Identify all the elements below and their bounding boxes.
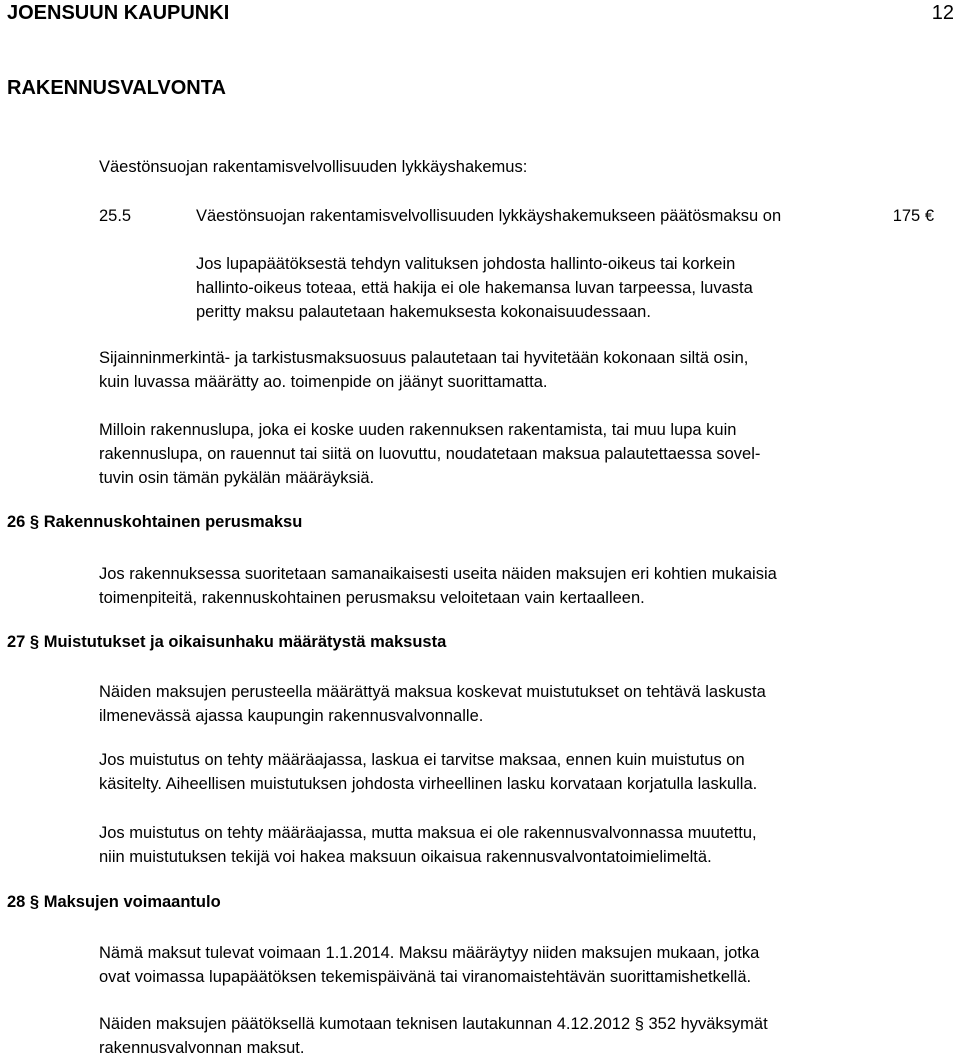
organization-header: JOENSUUN KAUPUNKI xyxy=(7,2,230,24)
section-heading-28: 28 § Maksujen voimaantulo xyxy=(7,893,221,911)
paragraph-lapsed-permit: Milloin rakennuslupa, joka ei koske uuden rakennuksen rakentamista, tai muu lupa kuin rakennuslupa, on rauennut tai siitä on luovuttu, noudatetaan maksua palautettaessa sovel- tuvin osin tämän pykälän määräyksiä. xyxy=(99,421,761,487)
department-title: RAKENNUSVALVONTA xyxy=(7,77,226,99)
paragraph-repeal: Näiden maksujen päätöksellä kumotaan teknisen lautakunnan 4.12.2012 § 352 hyväksymät rakennusvalvonnan maksut. xyxy=(99,1015,768,1057)
paragraph-complaint-timely: Jos muistutus on tehty määräajassa, laskua ei tarvitse maksaa, ennen kuin muistutus on käsitelty. Aiheellisen muistutuksen johdosta virheellinen lasku korvataan korjatulla laskulla. xyxy=(99,751,758,793)
section-heading-26: 26 § Rakennuskohtainen perusmaksu xyxy=(7,513,303,531)
paragraph-rectification: Jos muistutus on tehty määräajassa, mutta maksua ei ole rakennusvalvonnassa muutettu, niin muistutuksen tekijä voi hakea maksuun oikaisua rakennusvalvontatoimielimeltä. xyxy=(99,824,757,866)
paragraph-complaints: Näiden maksujen perusteella määrättyä maksua koskevat muistutukset on tehtävä laskusta ilmenevässä ajassa kaupungin rakennusvalvonnalle. xyxy=(99,683,766,725)
page-number: 12 xyxy=(931,2,954,24)
subheading: Väestönsuojan rakentamisvelvollisuuden lykkäyshakemus: xyxy=(99,158,528,176)
item-number: 25.5 xyxy=(99,207,132,225)
section-heading-27: 27 § Muistutukset ja oikaisunhaku määrätystä maksusta xyxy=(7,633,447,651)
paragraph-marking-refund: Sijainninmerkintä- ja tarkistusmaksuosuus palautetaan tai hyvitetään kokonaan siltä osin, kuin luvassa määrätty ao. toimenpide on jäänyt suorittamatta. xyxy=(99,349,749,391)
paragraph-base-fee: Jos rakennuksessa suoritetaan samanaikaisesti useita näiden maksujen eri kohtien mukaisia toimenpiteitä, rakennuskohtainen perusmaksu veloitetaan vain kertaalleen. xyxy=(99,565,777,607)
paragraph-effective-date: Nämä maksut tulevat voimaan 1.1.2014. Maksu määräytyy niiden maksujen mukaan, jotka ovat voimassa lupapäätöksen tekemispäivänä tai viranomaistehtävän suorittamishetkellä. xyxy=(99,944,760,986)
paragraph-refund-appeal: Jos lupapäätöksestä tehdyn valituksen johdosta hallinto-oikeus tai korkein hallinto-oikeus toteaa, että hakija ei ole hakemansa luvan tarpeessa, luvasta peritty maksu palautetaan hakemuksesta kokonaisuudessaan. xyxy=(196,255,753,321)
item-text: Väestönsuojan rakentamisvelvollisuuden lykkäyshakemukseen päätösmaksu on xyxy=(196,207,782,225)
item-amount: 175 € xyxy=(892,207,934,225)
